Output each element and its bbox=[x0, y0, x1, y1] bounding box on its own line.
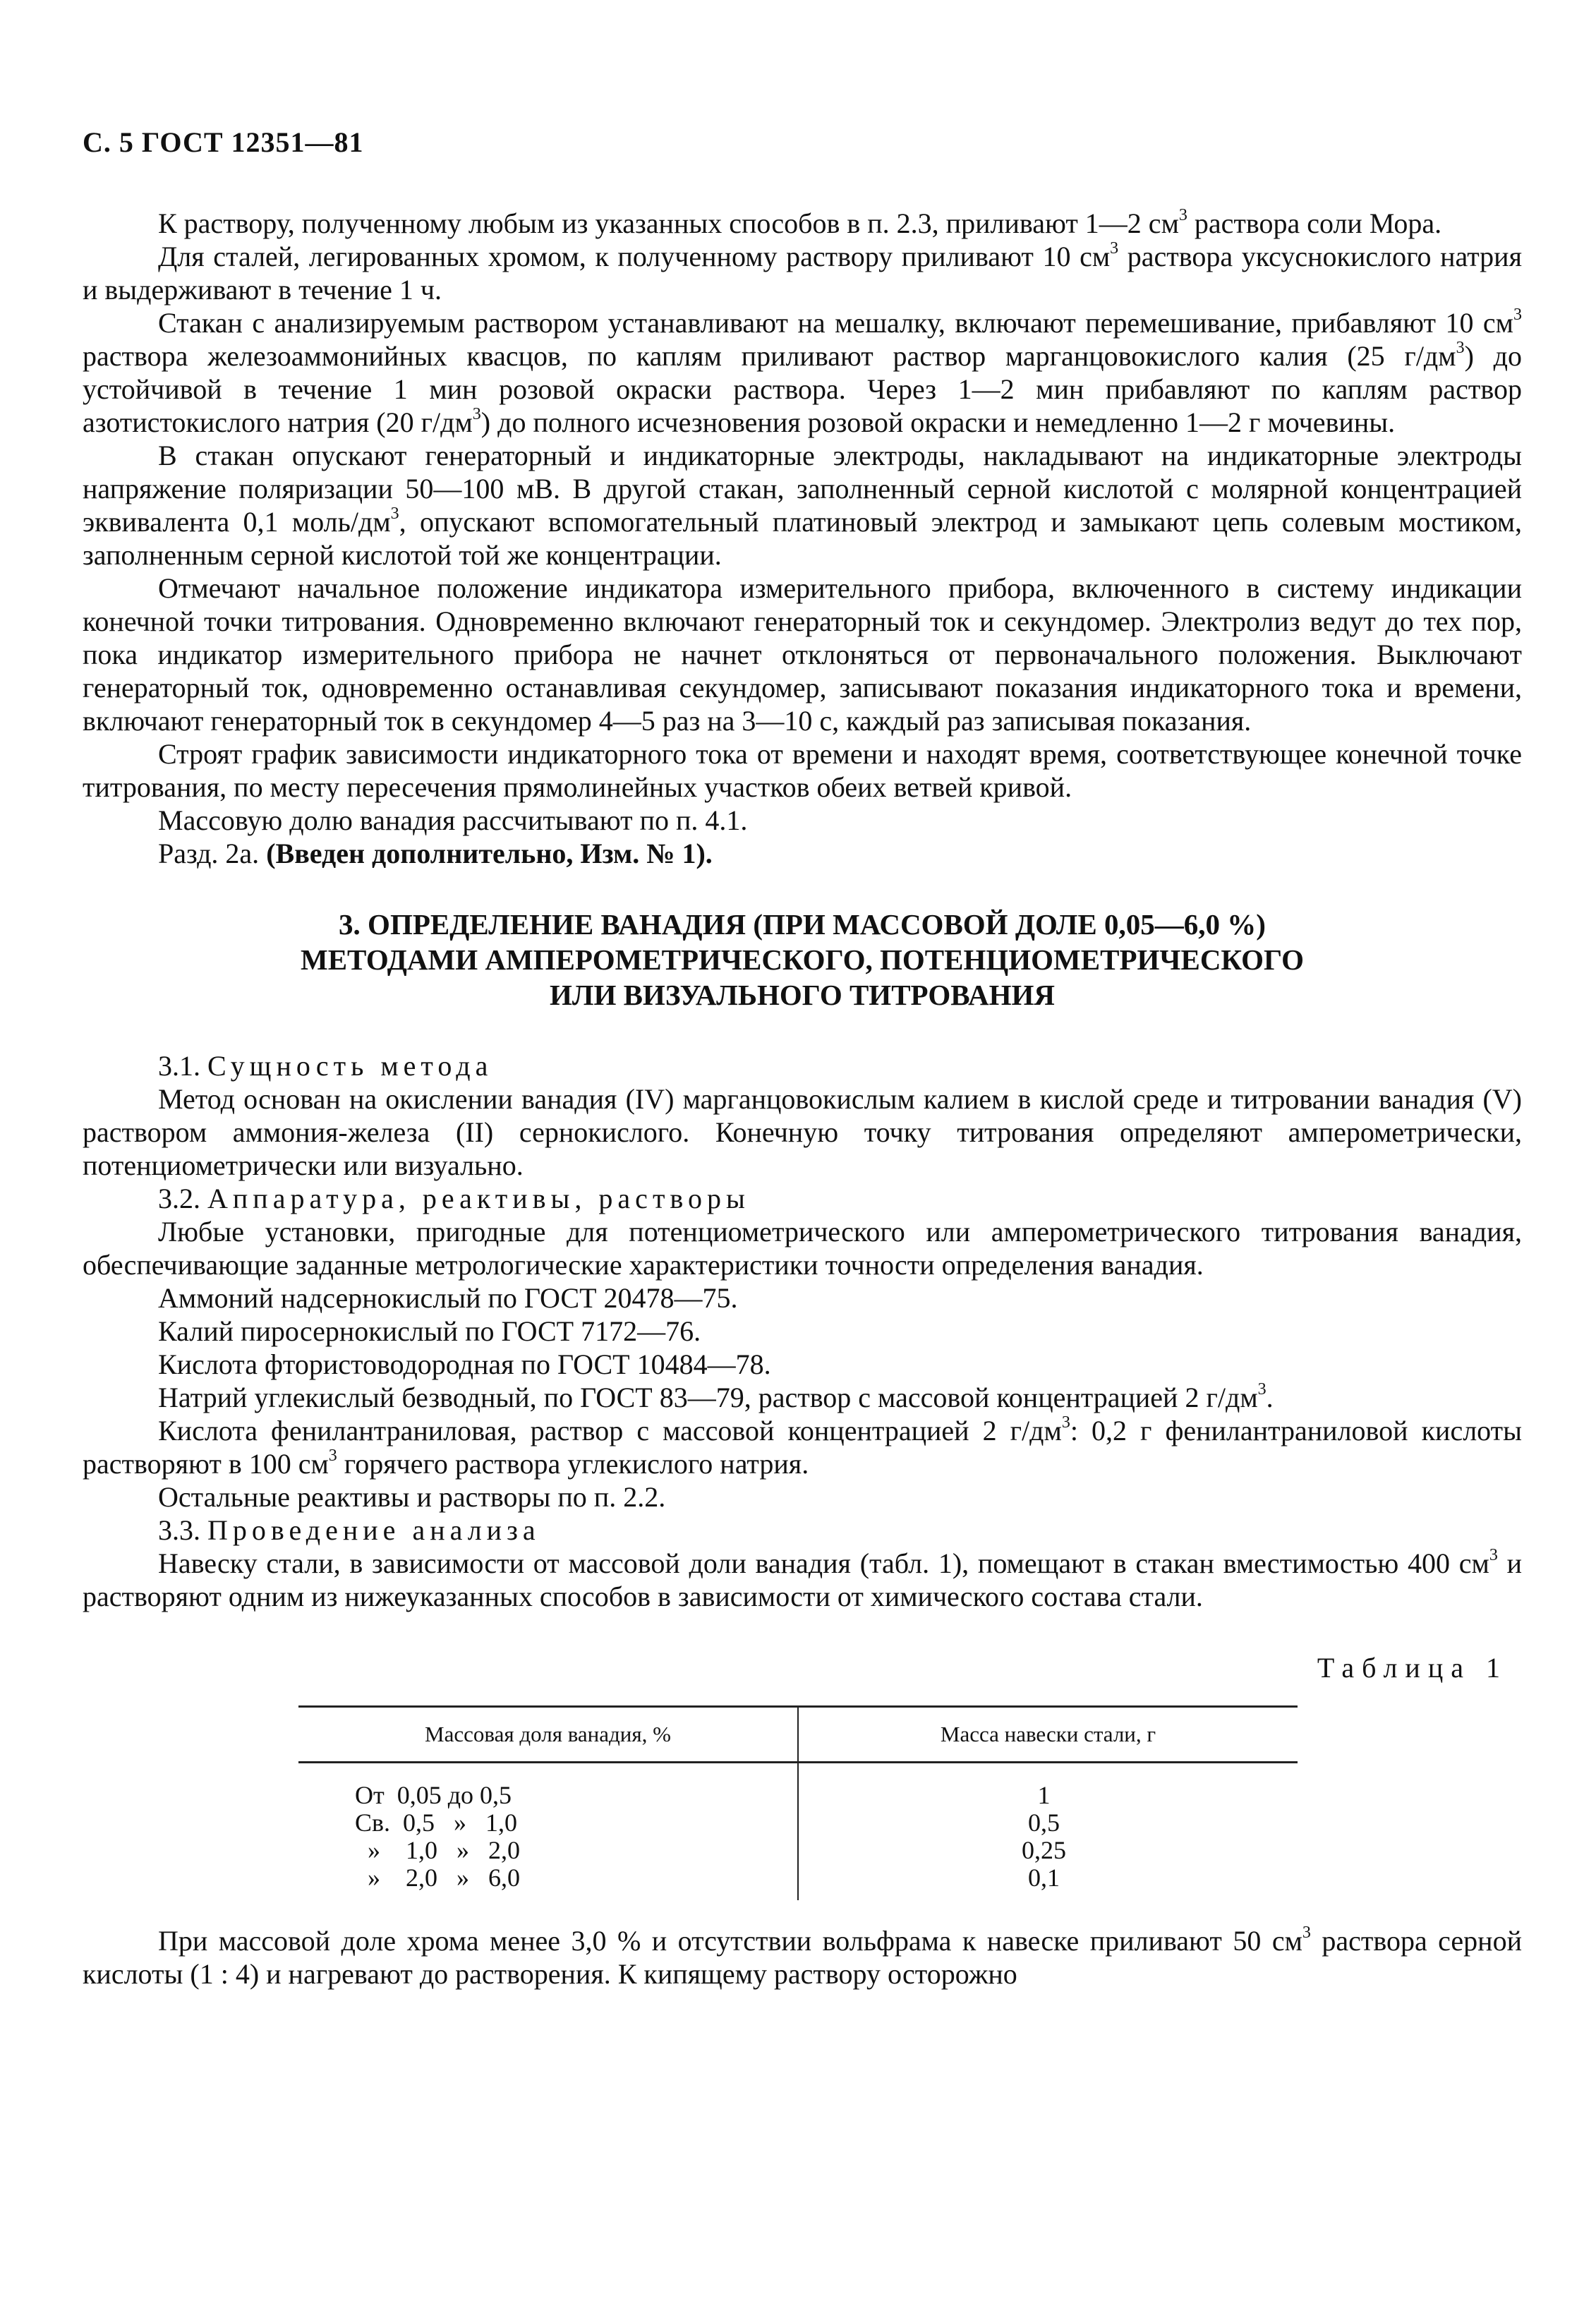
cell-range: » 1,0 » 2,0 bbox=[298, 1837, 798, 1864]
paragraph-graph: Строят график зависимости индикаторного тока от времени и находят время, соответствующее конечной точке титрования, по месту пересечения прямолинейных участков обеих ветвей кривой. bbox=[83, 738, 1522, 803]
paragraph-salt-mohr: К раствору, полученному любым из указанных способов в п. 2.3, приливают 1—2 $см^3$ раствора соли Мора. bbox=[158, 206, 1442, 239]
paragraph-amendment: Разд. 2а. (Введен дополнительно, Изм. № 1). bbox=[158, 838, 713, 869]
paragraph-dissolution: При массовой доле хрома менее 3,0 % и отсутствии вольфрама к навеске приливают 50 $см^3$ раствора серной кислоты (1 : 4) и нагревают до растворения. К кипящему раствору осторожно bbox=[83, 1924, 1522, 1990]
cell-range: » 2,0 » 6,0 bbox=[298, 1864, 798, 1900]
reagent-item: Калий пиросернокислый по ГОСТ 7172—76. bbox=[158, 1315, 701, 1347]
document-page bbox=[83, 126, 1522, 1991]
reagent-item: Остальные реактивы и растворы по п. 2.2. bbox=[158, 1481, 666, 1513]
paragraph-chrome-steels: Для сталей, легированных хромом, к полученному раствору приливают 10 $см^3$ раствора уксуснокислого натрия и выдерживают в течение 1 ч. bbox=[83, 239, 1522, 306]
cell-range: Св. 0,5 » 1,0 bbox=[298, 1809, 798, 1837]
table-caption: Таблица 1 bbox=[1317, 1652, 1508, 1684]
table-row bbox=[298, 1837, 1298, 1864]
section-3-title bbox=[83, 907, 1522, 1013]
subsection-3-3-heading: 3.3. Проведение анализа bbox=[158, 1514, 540, 1546]
vanadium-table bbox=[298, 1705, 1298, 1900]
cell-mass: 1 bbox=[1037, 1781, 1051, 1809]
subsection-3-1-heading: 3.1. Сущность метода bbox=[158, 1050, 493, 1082]
subsection-3-1-text: Метод основан на окислении ванадия (IV) марганцовокислым калием в кислой среде и титровании ванадия (V) раствором аммония-железа (II) сернокислого. Конечную точку титрования определяют амперометрически, потенциометрически или визуально. bbox=[83, 1083, 1522, 1181]
cell-mass: 0,25 bbox=[1022, 1836, 1066, 1864]
section-title-line: 3. ОПРЕДЕЛЕНИЕ ВАНАДИЯ (ПРИ МАССОВОЙ ДОЛЕ 0,05—6,0 %) bbox=[339, 908, 1266, 941]
paragraph-indicator: Отмечают начальное положение индикатора измерительного прибора, включенного в систему индикации конечной точки титрования. Одновременно включают генераторный ток и секундомер. Электролиз ведут до тех пор, пока индикатор измерительного прибора не начнет отклоняться от первоначального положения. Выключают генераторный ток, одновременно останавливая секундомер, записывают показания индикаторного тока и времени, включают генераторный ток в секундомер 4—5 раз на 3—10 с, каждый раз записывая показания. bbox=[83, 572, 1522, 737]
cell-mass: 0,5 bbox=[1028, 1808, 1060, 1837]
cell-mass: 0,1 bbox=[1028, 1864, 1060, 1892]
table-row bbox=[298, 1809, 1298, 1837]
reagent-item: Натрий углекислый безводный, по ГОСТ 83—79, раствор с массовой концентрацией 2 $г/дм^3$. bbox=[158, 1380, 1274, 1413]
table-row bbox=[298, 1763, 1298, 1810]
table-row bbox=[298, 1864, 1298, 1900]
paragraph-calc: Массовую долю ванадия рассчитывают по п. 4.1. bbox=[158, 804, 748, 836]
subsection-3-3-text: Навеску стали, в зависимости от массовой доли ванадия (табл. 1), помещают в стакан вместимостью 400 $см^3$ и растворяют одним из нижеуказанных способов в зависимости от химического состава стали. bbox=[83, 1546, 1522, 1612]
reagent-item: Кислота фтористоводородная по ГОСТ 10484—78. bbox=[158, 1348, 771, 1380]
page-header: С. 5 ГОСТ 12351—81 bbox=[83, 126, 364, 158]
section-title-line: МЕТОДАМИ АМПЕРОМЕТРИЧЕСКОГО, ПОТЕНЦИОМЕТРИЧЕСКОГО bbox=[301, 943, 1304, 976]
section-title-line: ИЛИ ВИЗУАЛЬНОГО ТИТРОВАНИЯ bbox=[550, 979, 1055, 1011]
column-header-vanadium-fraction: Массовая доля ванадия, % bbox=[298, 1707, 798, 1763]
column-header-sample-mass: Масса навески стали, г bbox=[798, 1707, 1298, 1763]
cell-range: От 0,05 до 0,5 bbox=[298, 1763, 798, 1810]
reagent-item: Аммоний надсернокислый по ГОСТ 20478—75. bbox=[158, 1282, 738, 1314]
paragraph-electrodes: В стакан опускают генераторный и индикаторные электроды, накладывают на индикаторные электроды напряжение поляризации 50—100 мВ. В другой стакан, заполненный серной кислотой с молярной концентрацией эквивалента 0,1 моль/$дм^3$, опускают вспомогательный платиновый электрод и замыкают цепь солевым мостиком, заполненным серной кислотой той же концентрации. bbox=[83, 440, 1523, 571]
reagent-item: Кислота фенилантраниловая, раствор с массовой концентрацией 2 $г/дм^3$: 0,2 г фенилантраниловой кислоты растворяют в 100 $см^3$ горячего раствора углекислого натрия. bbox=[83, 1413, 1522, 1480]
subsection-3-2-text: Любые установки, пригодные для потенциометрического или амперометрического титрования ванадия, обеспечивающие заданные метрологические характеристики точности определения ванадия. bbox=[83, 1216, 1522, 1281]
subsection-3-2-heading: 3.2. Аппаратура, реактивы, растворы bbox=[158, 1183, 750, 1214]
paragraph-stirrer: Стакан с анализируемым раствором устанавливают на мешалку, включают перемешивание, прибавляют 10 $см^3$ раствора железоаммонийных квасцов, по каплям приливают раствор марганцовокислого калия (25 $г/дм^3$) до устойчивой в течение 1 мин розовой окраски раствора. Через 1—2 мин прибавляют по каплям раствор азотистокислого натрия (20 $г/дм^3$) до полного исчезновения розовой окраски и немедленно 1—2 г мочевины. bbox=[83, 306, 1522, 438]
